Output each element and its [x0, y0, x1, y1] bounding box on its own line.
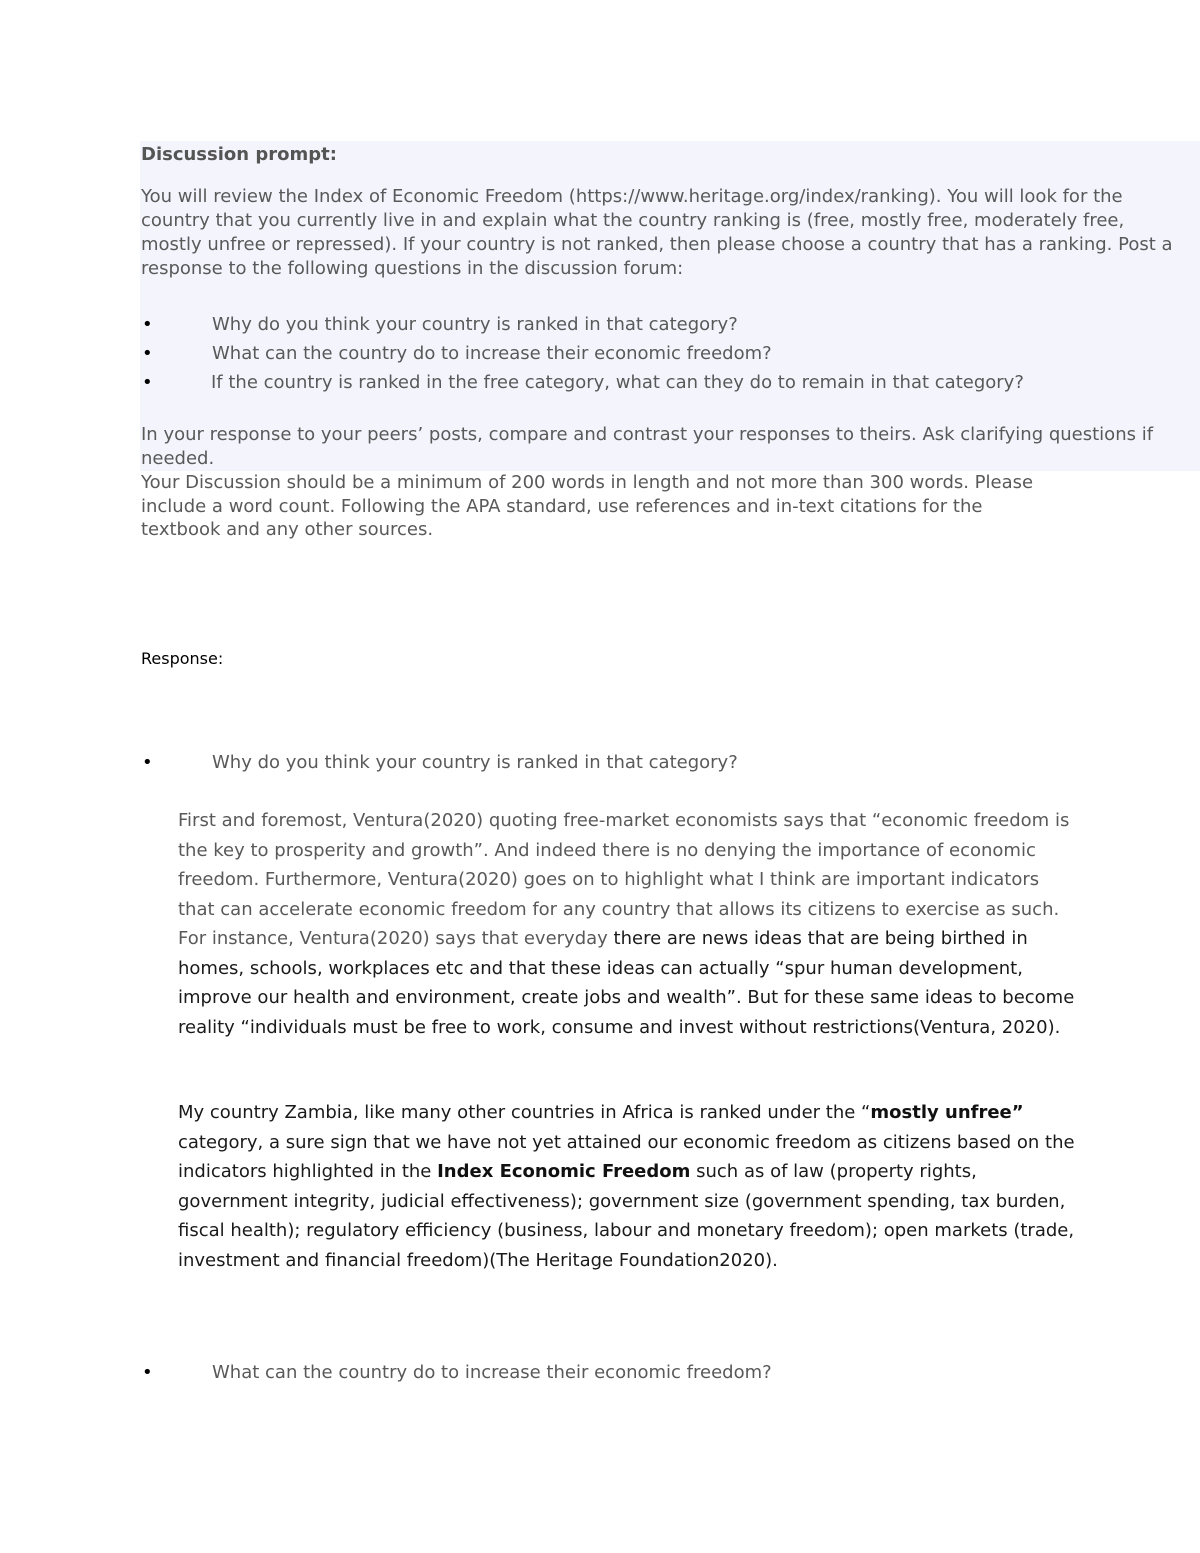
bullet-icon: • [142, 314, 153, 335]
prompt-heading: Discussion prompt: [141, 144, 337, 165]
response-paragraph-2-start: My country Zambia, like many other countries in Africa is ranked under the “ [178, 1102, 871, 1123]
response-paragraph-1 [178, 806, 1078, 1042]
bullet-icon: • [142, 343, 153, 364]
bullet-icon: • [142, 752, 153, 773]
ranking-emphasis: mostly unfree” [870, 1102, 1024, 1123]
response-paragraph-2-end: such as of law (property rights, government integrity, judicial effectiveness); government size (government spending, tax burden, fiscal health); regulatory efficiency (business, labour and monetary freedom); open markets (trade, investment and financial freedom)(The Heritage Foundation2020). [178, 1161, 1075, 1271]
prompt-peers-paragraph: In your response to your peers’ posts, compare and contrast your responses to theirs. Ask clarifying questions if needed. [141, 424, 1154, 469]
response-question-1: Why do you think your country is ranked in that category? [212, 752, 738, 773]
prompt-question-3: If the country is ranked in the free category, what can they do to remain in that category? [211, 372, 1024, 393]
prompt-question-1: Why do you think your country is ranked in that category? [212, 314, 738, 335]
index-name-emphasis: Index Economic Freedom [437, 1161, 691, 1182]
response-paragraph-1-continued: there are news ideas that are being birthed in homes, schools, workplaces etc and that these ideas can actually “spur human development, improve our health and environment, create jobs and wealth”. But for these same ideas to become reality “individuals must be free to work, consume and invest without restrictions(Ventura, 2020). [178, 928, 1075, 1038]
prompt-question-2: What can the country do to increase their economic freedom? [212, 343, 772, 364]
response-paragraph-2-middle: category, a sure sign that we have not yet attained our economic freedom as citizens based on the indicators highlighted in the [178, 1131, 1075, 1182]
response-question-2: What can the country do to increase their economic freedom? [212, 1362, 772, 1383]
bullet-icon: • [142, 372, 153, 393]
prompt-requirements-paragraph: Your Discussion should be a minimum of 200 words in length and not more than 300 words. Please include a word count. Following the APA standard, use references and in-text citations for the textbook and any other sources. [141, 472, 1034, 540]
response-paragraph-2 [178, 1098, 1078, 1275]
response-heading: Response: [141, 649, 224, 668]
prompt-intro-paragraph: You will review the Index of Economic Freedom (https://www.heritage.org/index/ranking). You will look for the country that you currently live in and explain what the country ranking is (free, mostly free, moderately free, mostly unfree or repressed). If your country is not ranked, then please choose a country that has a ranking. Post a response to the following questions in the discussion forum: [141, 186, 1173, 279]
bullet-icon: • [142, 1362, 153, 1383]
response-paragraph-1-quoted: First and foremost, Ventura(2020) quoting free-market economists says that “economic freedom is the key to prosperity and growth”. And indeed there is no denying the importance of economic freedom. Furthermore, Ventura(2020) goes on to highlight what I think are important indicators that can accelerate economic freedom for any country that allows its citizens to exercise as such. For instance, Ventura(2020) says that everyday [178, 810, 1070, 949]
